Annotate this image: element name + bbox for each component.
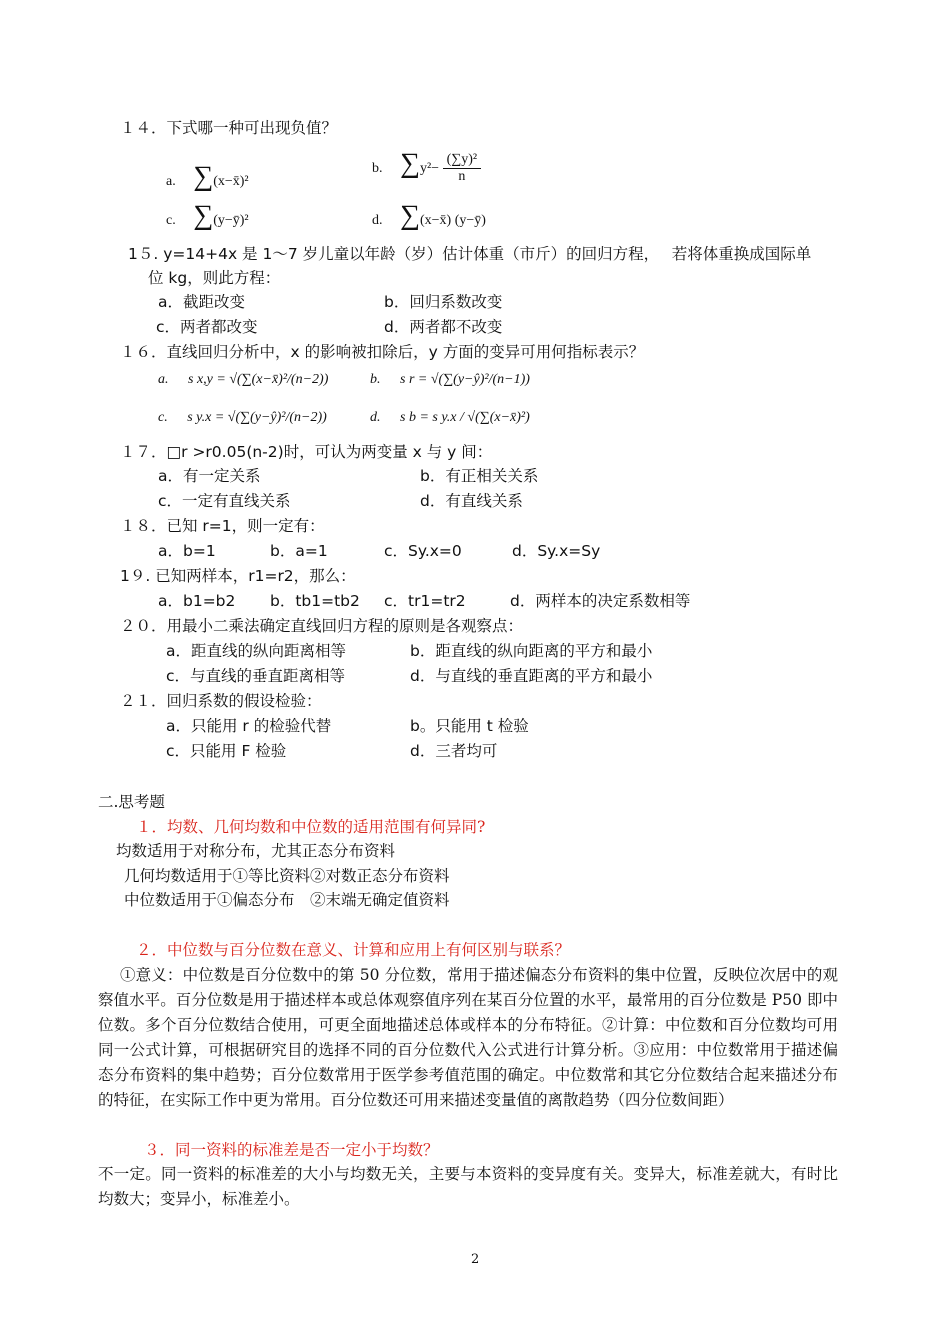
q20-option-c: c．与直线的垂直距离相等 [166,667,346,685]
q14-option-d [372,202,486,230]
q16-d-label: d. [370,410,381,425]
q19-option-b: b．tb1=tb2 [270,592,360,610]
q16-c-label: c. [158,410,168,425]
thinking-question-2: ２．中位数与百分位数在意义、计算和应用上有何区别与联系？ [136,941,571,959]
q16-option-d [370,410,530,426]
q16-stem: １６．直线回归分析中，x 的影响被扣除后，y 方面的变异可用何指标表示？ [120,343,645,361]
q14-c-label: c. [166,213,176,228]
q14-a-expr: (x−x̄)² [213,174,249,189]
sigma-icon: ∑ [400,200,420,231]
q16-b-label: b. [370,372,381,387]
q14-b-numerator: (∑y)² [443,152,482,169]
sigma-icon: ∑ [193,200,214,231]
q14-d-label: d. [372,213,383,228]
q15-option-b: b．回归系数改变 [384,293,503,311]
q14-b-expr: y²− [419,161,440,176]
q19-option-a: a．b1=b2 [158,592,236,610]
q14-a-label: a. [166,174,176,189]
q17-option-c: c．一定有直线关系 [158,492,291,510]
answer-2-paragraph: ①意义：中位数是百分位数中的第 50 分位数，常用于描述偏态分布资料的集中位置，反映位次居中的观察值水平。百分位数是用于描述样本或总体观察值序列在某百分位置的水平，最常用的百分位数是 P50 即中位数。多个百分位数结合使用，可更全面地描述总体或样本的分布特征。②计算：中位数和百分位数均可用同一公式计算，可根据研究目的选择不同的百分位数代入公式进行计算分析。③应用：中位数常用于描述偏态分布资料的集中趋势；百分位数常用于医学参考值范围的确定。中位数常和其它分位数结合起来描述分布的特征，在实际工作中更为常用。百分位数还可用来描述变量值的离散趋势（四分位数间距） [98,966,838,1109]
answer-1-line1: 均数适用于对称分布，尤其正态分布资料 [116,842,396,860]
q16-d-expr: s b = s y.x / √(∑(x−x̄)²) [400,410,530,425]
sigma-icon: ∑ [193,161,214,192]
answer-3-paragraph: 不一定。同一资料的标准差的大小与均数无关，主要与本资料的变异度有关。变异大，标准差就大，有时比均数大；变异小，标准差小。 [98,1165,838,1208]
q21-option-a: a．只能用 r 的检验代替 [166,717,332,735]
q14-b-fraction [443,152,482,185]
q21-option-d: d．三者均可 [410,742,498,760]
q18-stem: １８．已知 r=1，则一定有： [120,517,325,535]
q14-stem: １４．下式哪一种可出现负值？ [120,119,338,137]
q20-stem: ２０．用最小二乘法确定直线回归方程的原则是各观察点： [120,617,524,635]
q15-stem-line1: 1５. y=14+4x 是 1～7 岁儿童以年龄（岁）估计体重（市斤）的回归方程， 若将体重换成国际单 [128,245,812,263]
q19-option-d: d．两样本的决定系数相等 [510,592,691,610]
q16-a-label: a. [158,372,169,387]
q18-option-d: d．Sy.x=Sy [512,542,601,560]
q14-d-expr: (x−x̄) (y−ȳ) [419,213,486,228]
section-heading: 二.思考题 [98,793,165,811]
q18-option-a: a．b=1 [158,542,216,560]
q21-option-b: b。只能用 t 检验 [410,717,529,735]
q20-option-d: d．与直线的垂直距离的平方和最小 [410,667,653,685]
q15-option-c: c．两者都改变 [156,318,258,336]
q17-option-d: d．有直线关系 [420,492,523,510]
q21-stem: ２１．回归系数的假设检验： [120,692,322,710]
q17-stem: １７．□r >r0.05(n-2)时，可认为两变量 x 与 y 间： [120,443,493,461]
sigma-icon: ∑ [400,148,420,179]
page-number: 2 [471,1252,480,1267]
q21-option-c: c．只能用 F 检验 [166,742,287,760]
q17-option-b: b．有正相关关系 [420,467,539,485]
q14-option-c [166,202,249,230]
q19-option-c: c．tr1=tr2 [384,592,466,610]
q16-option-a [158,372,328,388]
q16-a-expr: s x,y = √(∑(x−x̄)²/(n−2)) [188,372,329,387]
q17-option-a: a．有一定关系 [158,467,261,485]
q19-stem: 1９. 已知两样本，r1=r2，那么： [120,567,356,585]
thinking-question-3: ３．同一资料的标准差是否一定小于均数？ [144,1141,439,1159]
q18-option-c: c．Sy.x=0 [384,542,462,560]
q15-option-d: d．两者都不改变 [384,318,503,336]
q16-option-b [370,372,530,388]
q20-option-a: a．距直线的纵向距离相等 [166,642,346,660]
q14-b-label: b. [372,161,383,176]
q16-c-expr: s y.x = √(∑(y−ŷ)²/(n−2)) [187,410,327,425]
q14-option-b [372,150,481,185]
q15-stem-line2: 位 kg，则此方程： [148,269,281,287]
q14-c-expr: (y−ȳ)² [213,213,249,228]
answer-1-line2: 几何均数适用于①等比资料②对数正态分布资料 [124,867,450,885]
q18-option-b: b．a=1 [270,542,328,560]
q14-b-denominator: n [458,169,466,185]
q20-option-b: b．距直线的纵向距离的平方和最小 [410,642,653,660]
q14-option-a [166,163,249,191]
thinking-question-1: １．均数、几何均数和中位数的适用范围有何异同? [136,818,486,836]
q16-b-expr: s r = √(∑(y−ŷ)²/(n−1)) [400,372,530,387]
q16-option-c [158,410,327,426]
q15-option-a: a．截距改变 [158,293,245,311]
answer-1-line3: 中位数适用于①偏态分布 ②末端无确定值资料 [124,891,450,909]
